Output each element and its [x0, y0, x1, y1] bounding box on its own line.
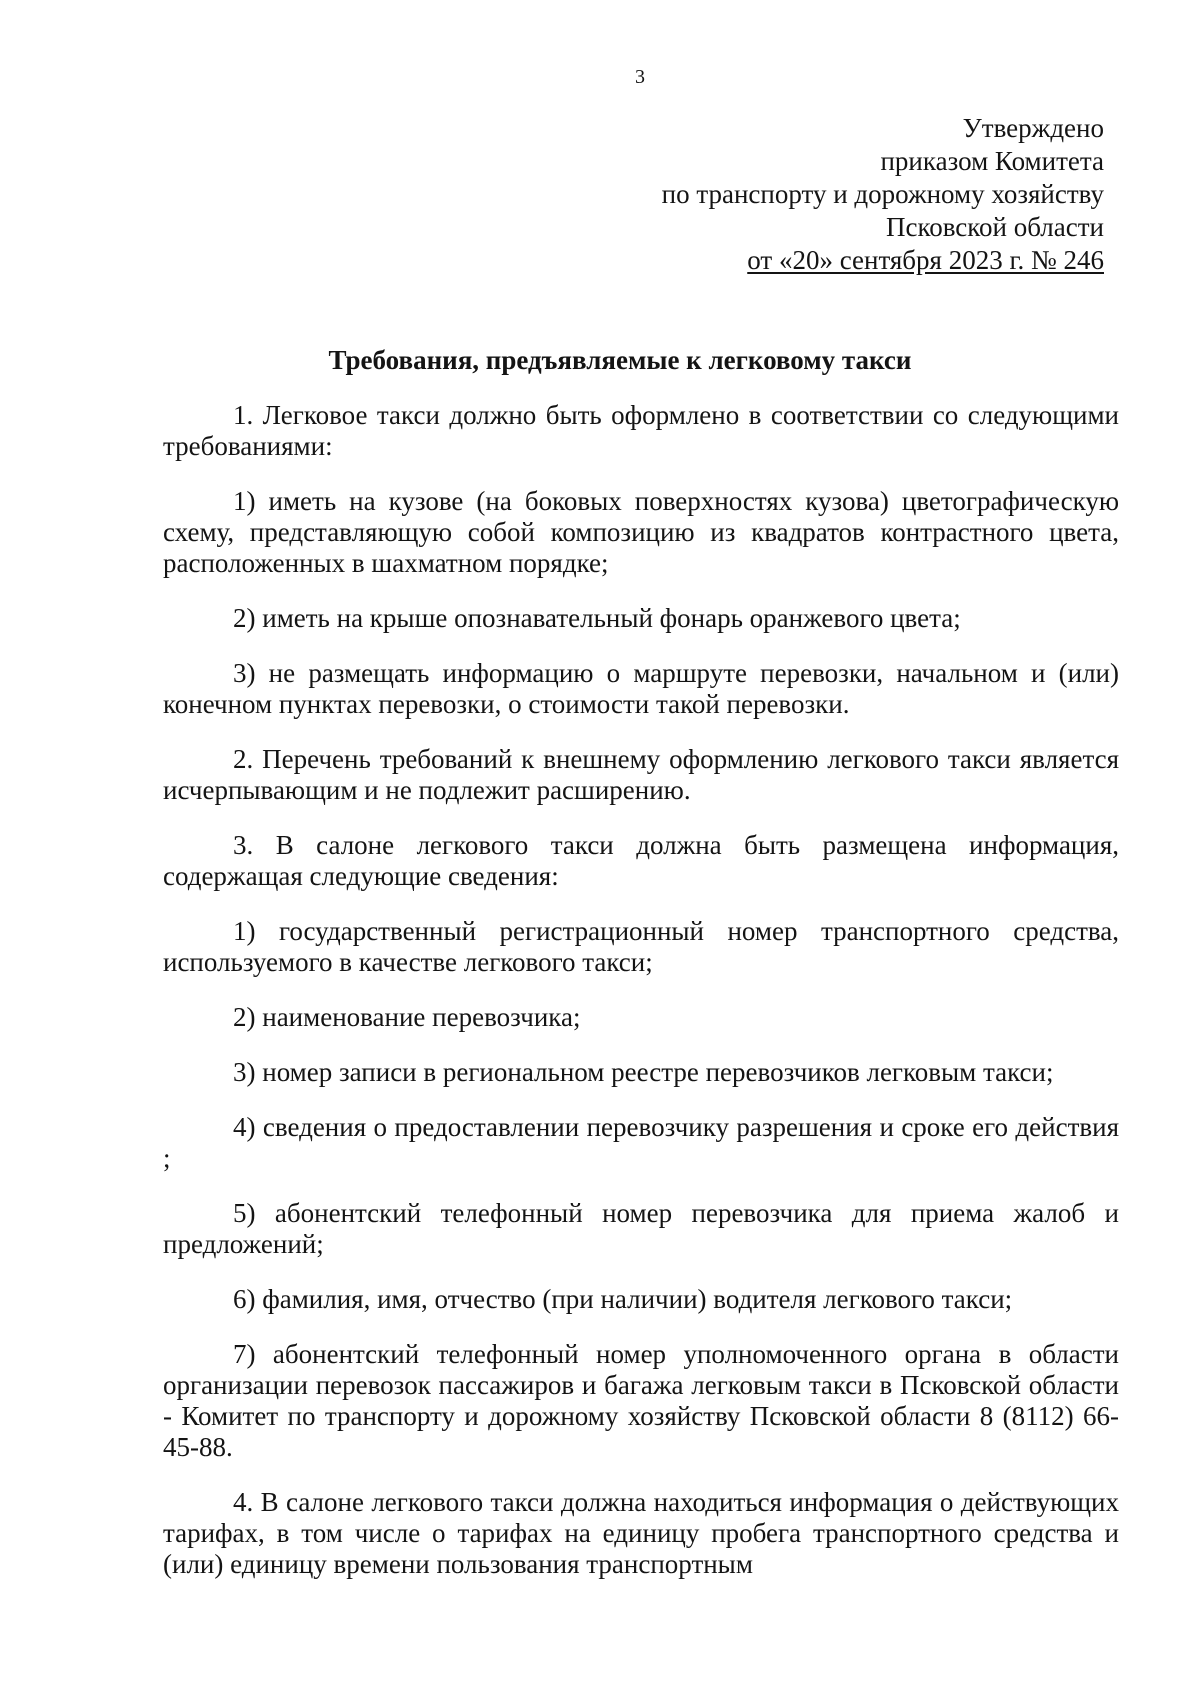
paragraph-section-3: 3. В салоне легкового такси должна быть размещена информация, содержащая следующие сведения:	[163, 830, 1119, 891]
paragraph-item-3-4: 4) сведения о предоставлении перевозчику разрешения и сроке его действия ;	[163, 1112, 1119, 1173]
paragraph-item-3-5: 5) абонентский телефонный номер перевозчика для приема жалоб и предложений;	[163, 1198, 1119, 1259]
paragraph-item-3-3: 3) номер записи в региональном реестре перевозчиков легковым такси;	[233, 1057, 1054, 1087]
paragraph-item-3-1: 1) государственный регистрационный номер транспортного средства, используемого в качестве легкового такси;	[163, 916, 1119, 977]
page-number: 3	[635, 66, 645, 88]
paragraph-item-3-2: 2) наименование перевозчика;	[233, 1002, 581, 1032]
document-body	[163, 400, 1119, 1604]
approval-block	[662, 112, 1104, 277]
approval-line-3: по транспорту и дорожному хозяйству	[661, 179, 1104, 209]
document-title: Требования, предъявляемые к легковому такси	[328, 345, 912, 375]
approval-order-reference: от «20» сентября 2023 г. № 246	[747, 245, 1104, 275]
paragraph-item-1-2: 2) иметь на крыше опознавательный фонарь оранжевого цвета;	[233, 603, 961, 633]
paragraph-item-1-1: 1) иметь на кузове (на боковых поверхностях кузова) цветографическую схему, представляющую собой композицию из квадратов контрастного цвета, расположенных в шахматном порядке;	[163, 486, 1119, 578]
approval-line-4: Псковской области	[885, 212, 1104, 242]
paragraph-section-1: 1. Легковое такси должно быть оформлено в соответствии со следующими требованиями:	[163, 400, 1119, 461]
paragraph-section-4: 4. В салоне легкового такси должна находиться информация о действующих тарифах, в том числе о тарифах на единицу пробега транспортного средства и (или) единицу времени пользования транспортным	[163, 1487, 1119, 1579]
approval-line-1: Утверждено	[962, 113, 1104, 143]
paragraph-section-2: 2. Перечень требований к внешнему оформлению легкового такси является исчерпывающим и не подлежит расширению.	[163, 744, 1119, 805]
approval-line-2: приказом Комитета	[880, 146, 1104, 176]
paragraph-item-1-3: 3) не размещать информацию о маршруте перевозки, начальном и (или) конечном пунктах перевозки, о стоимости такой перевозки.	[163, 658, 1119, 719]
paragraph-item-3-7: 7) абонентский телефонный номер уполномоченного органа в области организации перевозок пассажиров и багажа легковым такси в Псковской области - Комитет по транспорту и дорожному хозяйству Псковской области 8 (8112) 66-45-88.	[163, 1339, 1119, 1462]
paragraph-item-3-6: 6) фамилия, имя, отчество (при наличии) водителя легкового такси;	[233, 1284, 1013, 1314]
